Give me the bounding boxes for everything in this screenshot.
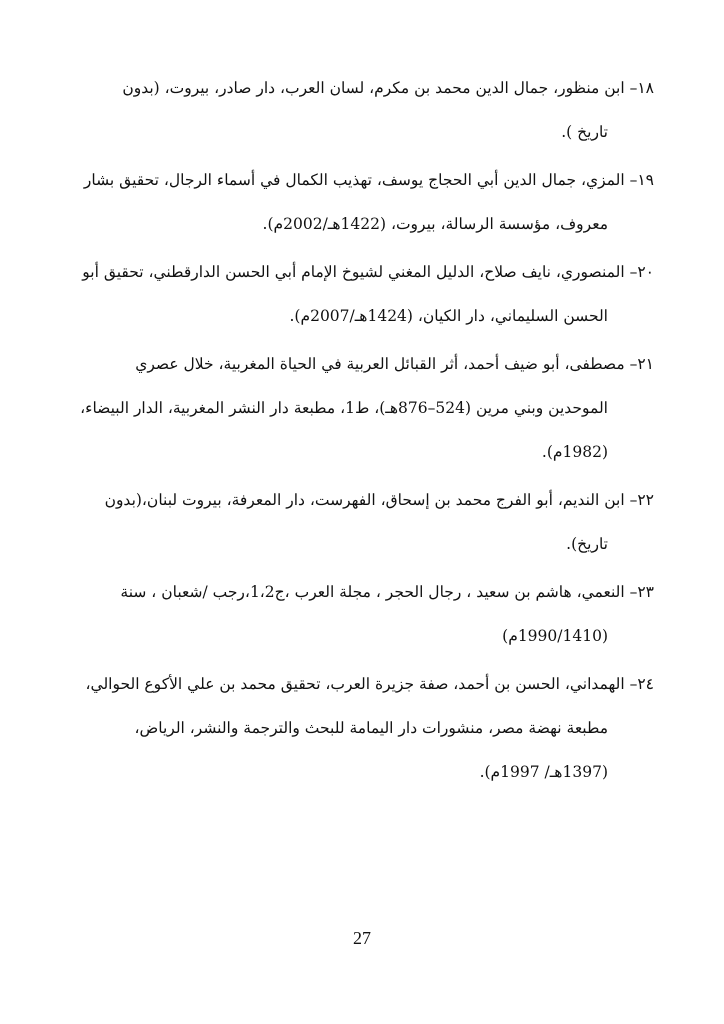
reference-line: (1397هـ/ 1997م).: [479, 763, 608, 781]
reference-item-23: [64, 570, 654, 658]
reference-line: ٢٢– ابن النديم، أبو الفرج محمد بن إسحاق، الفهرست، دار المعرفة، بيروت لبنان،(بدون: [104, 491, 654, 509]
reference-line: معروف، مؤسسة الرسالة، بيروت، (1422هـ/2002م).: [262, 215, 608, 233]
reference-line: (1990/1410م): [502, 627, 608, 645]
reference-line: ١٩– المزي، جمال الدين أبي الحجاج يوسف، تهذيب الكمال في أسماء الرجال، تحقيق بشار: [83, 171, 654, 189]
reference-line: (1982م).: [541, 443, 608, 461]
reference-line: ٢٠– المنصوري، نايف صلاح، الدليل المغني لشيوخ الإمام أبي الحسن الدارقطني، تحقيق أبو: [82, 263, 654, 281]
page-number: 27: [353, 928, 371, 948]
reference-line: تاريخ).: [566, 535, 608, 553]
reference-line: الموحدين وبني مرين (524–876هـ)، ط1، مطبعة دار النشر المغربية، الدار البيضاء،: [80, 399, 608, 417]
reference-line: ٢١– مصطفى، أبو ضيف أحمد، أثر القبائل العربية في الحياة المغربية، خلال عصري: [135, 355, 654, 373]
reference-item-18: [64, 66, 654, 154]
reference-item-24: [64, 662, 654, 794]
reference-line: ٢٤– الهمداني، الحسن بن أحمد، صفة جزيرة العرب، تحقيق محمد بن علي الأكوع الحوالي،: [85, 675, 654, 693]
reference-item-22: [64, 478, 654, 566]
reference-line: ١٨– ابن منظور، جمال الدين محمد بن مكرم، لسان العرب، دار صادر، بيروت، (بدون: [122, 79, 654, 97]
reference-item-19: [64, 158, 654, 246]
reference-line: الحسن السليماني، دار الكيان، (1424هـ/2007م).: [289, 307, 608, 325]
reference-line: مطبعة نهضة مصر، منشورات دار اليمامة للبحث والترجمة والنشر، الرياض،: [134, 719, 608, 737]
reference-list: [64, 66, 654, 798]
reference-item-20: [64, 250, 654, 338]
reference-item-21: [64, 342, 654, 474]
reference-line: ٢٣– النعمي، هاشم بن سعيد ، رجال الحجر ، مجلة العرب ،ج1،2،رجب /شعبان ، سنة: [120, 583, 654, 601]
reference-line: تاريخ ).: [561, 123, 608, 141]
